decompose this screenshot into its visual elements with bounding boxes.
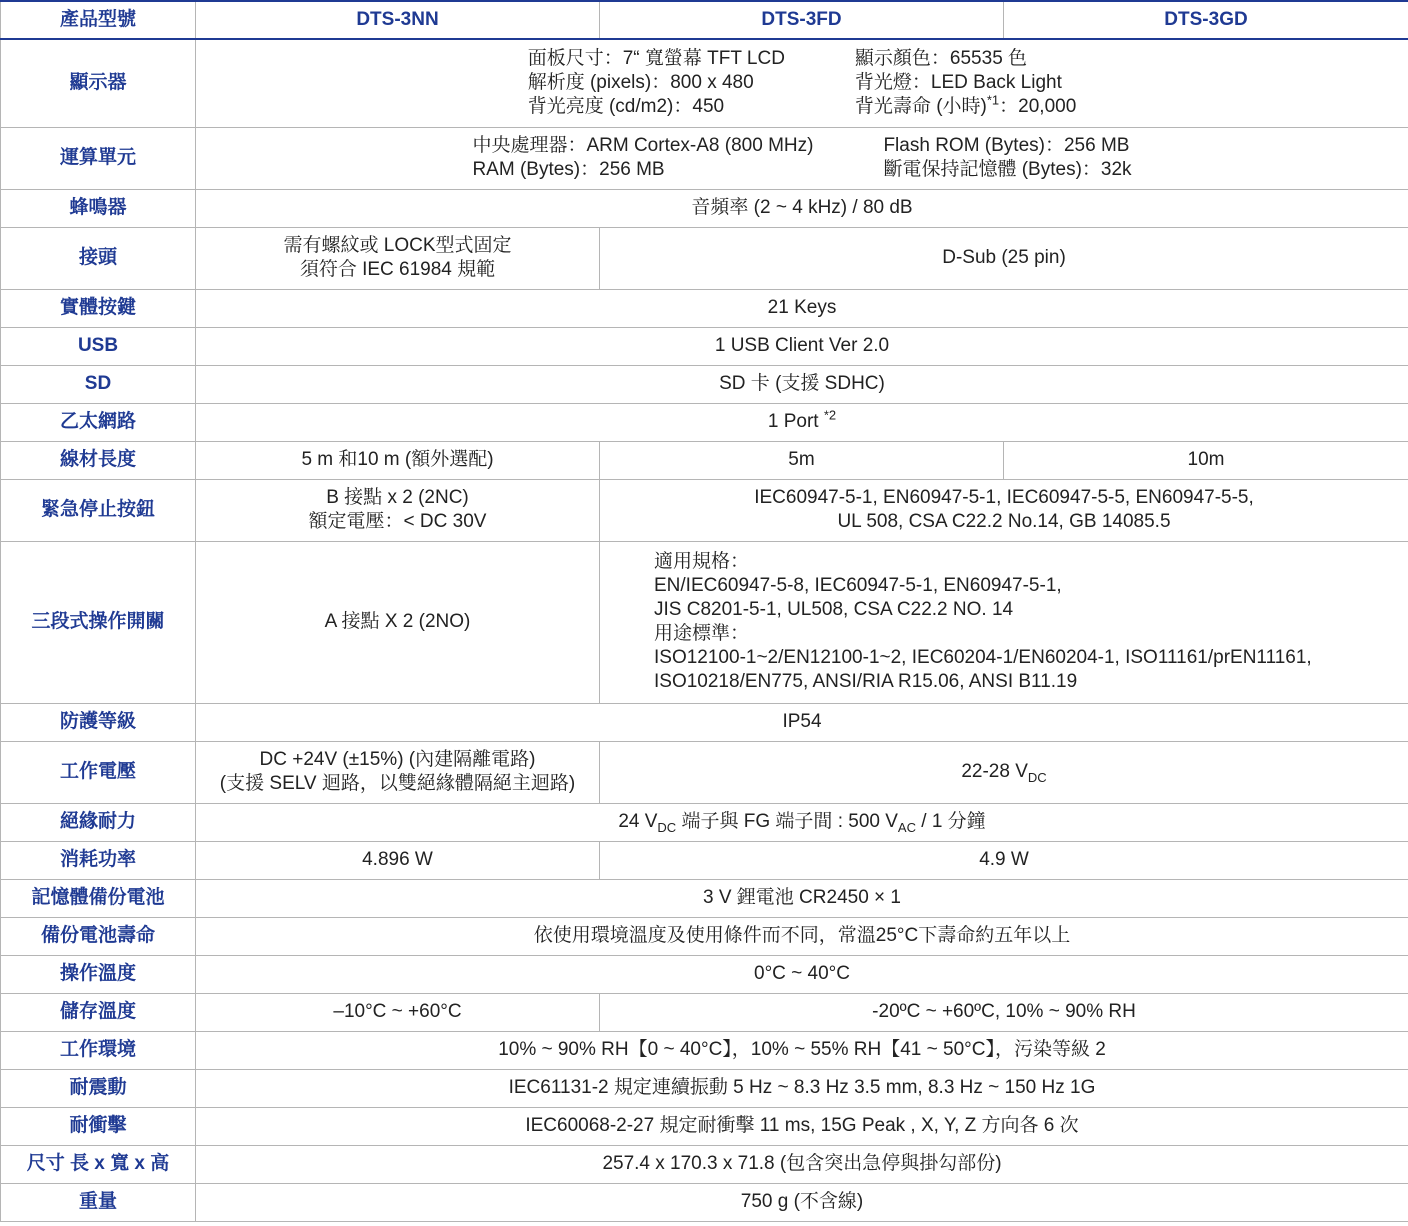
value-enable-switch-nn: A 接點 X 2 (2NO)	[196, 541, 600, 703]
label-power: 消耗功率	[1, 841, 196, 879]
value-power-fd-gd: 4.9 W	[600, 841, 1408, 879]
row-vibration	[1, 1069, 1408, 1107]
row-buzzer	[1, 189, 1408, 227]
value-buzzer: 音頻率 (2 ~ 4 kHz) / 80 dB	[196, 189, 1408, 227]
value-cable-nn: 5 m 和10 m (額外選配)	[196, 441, 600, 479]
label-op-temp: 操作溫度	[1, 955, 196, 993]
value-power-nn: 4.896 W	[196, 841, 600, 879]
label-display: 顯示器	[1, 39, 196, 127]
label-protection: 防護等級	[1, 703, 196, 741]
label-enable-switch: 三段式操作開關	[1, 541, 196, 703]
label-insulation: 絕緣耐力	[1, 803, 196, 841]
label-keys: 實體按鍵	[1, 289, 196, 327]
row-power	[1, 841, 1408, 879]
label-buzzer: 蜂鳴器	[1, 189, 196, 227]
label-cable: 線材長度	[1, 441, 196, 479]
model-dts-3gd: DTS-3GD	[1004, 1, 1408, 39]
row-op-temp	[1, 955, 1408, 993]
value-voltage-fd-gd: 22-28 $V_{DC}$	[600, 741, 1408, 803]
display-resolution: 解析度 (pixels)：800 x 480	[527, 72, 754, 94]
model-dts-3fd: DTS-3FD	[600, 1, 1004, 39]
row-weight	[1, 1183, 1408, 1221]
value-storage-temp-nn: –10°C ~ +60°C	[196, 993, 600, 1031]
value-op-temp: 0°C ~ 40°C	[196, 955, 1408, 993]
label-shock: 耐衝擊	[1, 1107, 196, 1145]
estop-nn-line-1: B 接點 x 2 (2NC)	[326, 487, 469, 508]
label-storage-temp: 儲存溫度	[1, 993, 196, 1031]
value-insulation: 24 $V_{DC}$ 端子與 FG 端子間 : 500 $V_{AC} / 1$ 分鐘	[196, 803, 1408, 841]
row-keys	[1, 289, 1408, 327]
insulation-sub-ac: AC	[897, 819, 916, 835]
label-environment: 工作環境	[1, 1031, 196, 1069]
estop-nn-line-2: 額定電壓：< DC 30V	[308, 511, 487, 532]
row-enable-switch	[1, 541, 1408, 703]
value-cable-gd: 10m	[1004, 441, 1408, 479]
value-usb: 1 USB Client Ver 2.0	[196, 327, 1408, 365]
value-cpu	[196, 127, 1408, 189]
enable-line-3: JIS C8201-5-1, UL508, CSA C22.2 NO. 14	[654, 599, 1014, 620]
value-sd: SD 卡 (支援 SDHC)	[196, 365, 1408, 403]
cpu-processor: 中央處理器：ARM Cortex-A8 (800 MHz)	[472, 135, 814, 156]
insulation-sub-dc: DC	[657, 819, 677, 835]
estop-fdgd-line-2: UL 508, CSA C22.2 No.14, GB 14085.5	[837, 511, 1171, 532]
row-voltage	[1, 741, 1408, 803]
label-cpu: 運算單元	[1, 127, 196, 189]
row-display	[1, 39, 1408, 127]
footnote-1: *1	[986, 92, 1000, 108]
voltage-nn-line-1: DC +24V (±15%) (內建隔離電路)	[259, 749, 536, 770]
header-row	[1, 1, 1408, 39]
row-connector	[1, 227, 1408, 289]
connector-nn-line-1: 需有螺紋或 LOCK型式固定	[283, 235, 512, 256]
row-usb	[1, 327, 1408, 365]
row-protection	[1, 703, 1408, 741]
display-backlight-life: 背光壽命 (小時)$^{*1}$：20,000	[854, 92, 1077, 118]
value-ethernet: 1 Port $^{*2}$	[196, 403, 1408, 441]
value-estop-nn	[196, 479, 600, 541]
row-storage-temp	[1, 993, 1408, 1031]
display-backlight: 背光燈：LED Back Light	[854, 72, 1062, 94]
display-colors: 顯示顏色：65535 色	[854, 48, 1028, 70]
row-shock	[1, 1107, 1408, 1145]
value-connector-fd-gd: D-Sub (25 pin)	[600, 227, 1408, 289]
value-environment: 10% ~ 90% RH【0 ~ 40°C】，10% ~ 55% RH【41 ~ 50°C】，污染等級 2	[196, 1031, 1408, 1069]
row-battery-life	[1, 917, 1408, 955]
footnote-2: *2	[823, 407, 837, 423]
label-battery-life: 備份電池壽命	[1, 917, 196, 955]
label-sd: SD	[1, 365, 196, 403]
row-dimensions	[1, 1145, 1408, 1183]
estop-fdgd-line-1: IEC60947-5-1, EN60947-5-1, IEC60947-5-5, EN60947-5-5,	[754, 487, 1254, 508]
display-brightness: 背光亮度 (cd/m2)：450	[527, 96, 725, 118]
cpu-flash: Flash ROM (Bytes)：256 MB	[883, 135, 1130, 156]
value-battery-life: 依使用環境溫度及使用條件而不同，常溫25°C下壽命約五年以上	[196, 917, 1408, 955]
label-usb: USB	[1, 327, 196, 365]
value-weight: 750 g (不含線)	[196, 1183, 1408, 1221]
enable-line-4: 用途標準：	[654, 623, 750, 644]
cpu-retentive: 斷電保持記憶體 (Bytes)：32k	[883, 159, 1132, 180]
row-estop	[1, 479, 1408, 541]
enable-line-6: ISO10218/EN775, ANSI/RIA R15.06, ANSI B11.19	[654, 671, 1078, 692]
value-keys: 21 Keys	[196, 289, 1408, 327]
header-label: 產品型號	[1, 1, 196, 39]
enable-line-2: EN/IEC60947-5-8, IEC60947-5-1, EN60947-5-1,	[654, 575, 1062, 596]
value-estop-fd-gd	[600, 479, 1408, 541]
label-ethernet: 乙太網路	[1, 403, 196, 441]
label-connector: 接頭	[1, 227, 196, 289]
value-connector-nn	[196, 227, 600, 289]
value-protection: IP54	[196, 703, 1408, 741]
model-dts-3nn: DTS-3NN	[196, 1, 600, 39]
label-vibration: 耐震動	[1, 1069, 196, 1107]
row-ethernet	[1, 403, 1408, 441]
row-environment	[1, 1031, 1408, 1069]
voltage-subscript: DC	[1027, 769, 1047, 785]
enable-line-5: ISO12100-1~2/EN12100-1~2, IEC60204-1/EN60204-1, ISO11161/prEN11161,	[654, 647, 1312, 668]
label-weight: 重量	[1, 1183, 196, 1221]
row-battery	[1, 879, 1408, 917]
value-battery: 3 V 鋰電池 CR2450 × 1	[196, 879, 1408, 917]
enable-line-1: 適用規格：	[654, 551, 750, 572]
voltage-nn-line-2: (支援 SELV 迴路，以雙絕緣體隔絕主迴路)	[219, 773, 576, 794]
cpu-ram: RAM (Bytes)：256 MB	[472, 159, 665, 180]
row-cable	[1, 441, 1408, 479]
value-cable-fd: 5m	[600, 441, 1004, 479]
value-vibration: IEC61131-2 規定連續振動 5 Hz ~ 8.3 Hz 3.5 mm, 8.3 Hz ~ 150 Hz 1G	[196, 1069, 1408, 1107]
value-enable-switch-fd-gd	[600, 541, 1408, 703]
value-storage-temp-fd-gd: -20ºC ~ +60ºC, 10% ~ 90% RH	[600, 993, 1408, 1031]
connector-nn-line-2: 須符合 IEC 61984 規範	[299, 259, 496, 280]
value-display	[196, 39, 1408, 127]
row-cpu	[1, 127, 1408, 189]
row-insulation	[1, 803, 1408, 841]
label-battery: 記憶體備份電池	[1, 879, 196, 917]
value-dimensions: 257.4 x 170.3 x 71.8 (包含突出急停與掛勾部份)	[196, 1145, 1408, 1183]
value-shock: IEC60068-2-27 規定耐衝擊 11 ms, 15G Peak , X, Y, Z 方向各 6 次	[196, 1107, 1408, 1145]
row-sd	[1, 365, 1408, 403]
label-voltage: 工作電壓	[1, 741, 196, 803]
value-voltage-nn	[196, 741, 600, 803]
display-panel-size: 面板尺寸：7“ 寬螢幕 TFT LCD	[527, 48, 785, 70]
label-estop: 緊急停止按鈕	[1, 479, 196, 541]
label-dimensions: 尺寸 長 x 寬 x 高	[1, 1145, 196, 1183]
